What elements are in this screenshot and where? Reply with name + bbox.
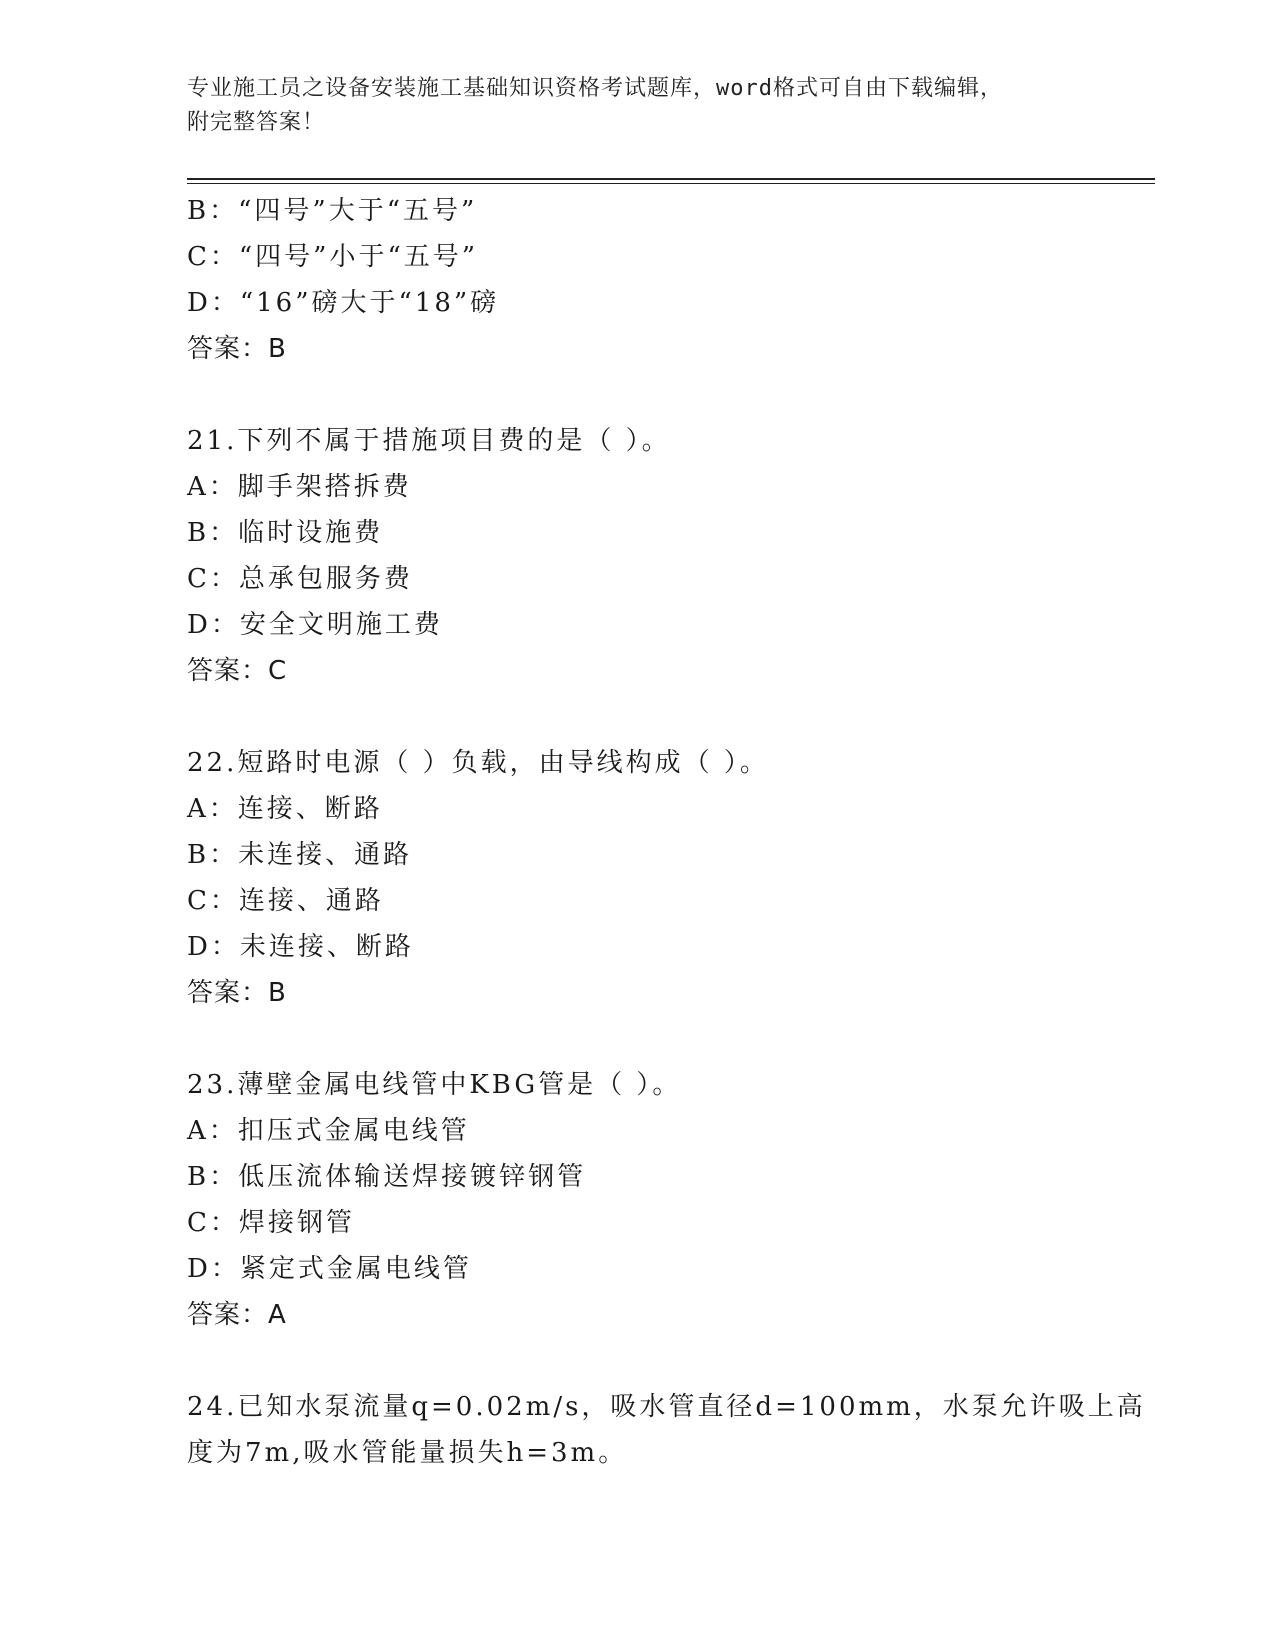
option-a: A：扣压式金属电线管 bbox=[187, 1116, 470, 1146]
document-header bbox=[187, 72, 1087, 140]
answer-line: 答案：B bbox=[187, 978, 287, 1008]
question-stem: 23.薄壁金属电线管中KBG管是（ ）。 bbox=[187, 1070, 682, 1100]
option-a: A：连接、断路 bbox=[187, 794, 383, 824]
answer-line: 答案：A bbox=[187, 1300, 287, 1330]
header-divider-thick bbox=[187, 178, 1155, 180]
option-b: B：未连接、通路 bbox=[187, 840, 413, 870]
option-d: D：紧定式金属电线管 bbox=[187, 1254, 472, 1284]
option-c: C：总承包服务费 bbox=[187, 564, 413, 594]
option-d: D：安全文明施工费 bbox=[187, 610, 443, 640]
answer-line: 答案：C bbox=[187, 656, 288, 686]
question-content bbox=[187, 188, 1155, 1476]
question-stem: 21.下列不属于措施项目费的是（ ）。 bbox=[187, 426, 671, 456]
option-d: D：未连接、断路 bbox=[187, 932, 414, 962]
option-c: C：连接、通路 bbox=[187, 886, 384, 916]
question-24 bbox=[187, 1384, 1155, 1476]
header-line-2: 附完整答案！ bbox=[187, 110, 326, 135]
question-stem-line-2: 度为7m,吸水管能量损失h=3m。 bbox=[187, 1438, 628, 1468]
header-line-1: 专业施工员之设备安装施工基础知识资格考试题库，word格式可自由下载编辑， bbox=[187, 76, 1003, 101]
question-21 bbox=[187, 418, 1155, 694]
option-a: A：脚手架搭拆费 bbox=[187, 472, 412, 502]
question-stem: 22.短路时电源（ ）负载，由导线构成（ ）。 bbox=[187, 748, 769, 778]
question-22 bbox=[187, 740, 1155, 1016]
answer-line: 答案：B bbox=[187, 334, 287, 364]
option-d: D：“16”磅大于“18”磅 bbox=[187, 288, 500, 318]
header-divider-thin bbox=[187, 183, 1155, 184]
question-23 bbox=[187, 1062, 1155, 1338]
option-b: B：临时设施费 bbox=[187, 518, 384, 548]
option-c: C：焊接钢管 bbox=[187, 1208, 355, 1238]
option-b: B：“四号”大于“五号” bbox=[187, 196, 478, 226]
question-stem-line-1: 24.已知水泵流量q=0.02m/s，吸水管直径d=100mm，水泵允许吸上高 bbox=[187, 1392, 1146, 1422]
question-20-tail bbox=[187, 188, 1155, 372]
option-b: B：低压流体输送焊接镀锌钢管 bbox=[187, 1162, 587, 1192]
option-c: C：“四号”小于“五号” bbox=[187, 242, 479, 272]
